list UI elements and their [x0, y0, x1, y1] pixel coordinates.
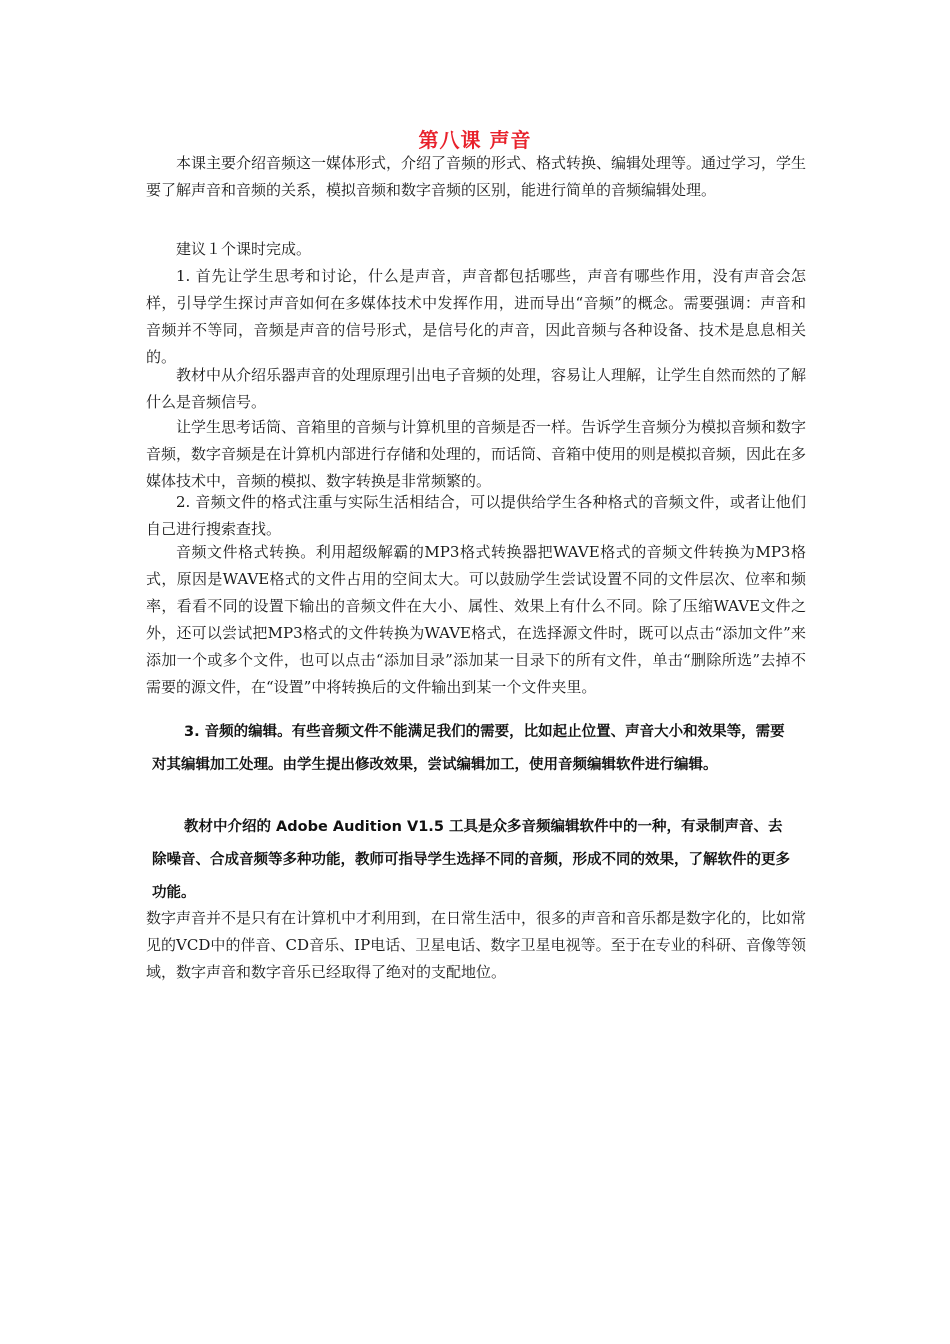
section-2-paragraph: 2. 音频文件的格式注重与实际生活相结合，可以提供给学生各种格式的音频文件，或者让他们自己进行搜索查找。	[146, 493, 806, 538]
section-3-paragraph: 3. 音频的编辑。有些音频文件不能满足我们的需要，比如起止位置、声音大小和效果等，需要对其编辑加工处理。由学生提出修改效果，尝试编辑加工，使用音频编辑软件进行编辑。	[152, 724, 785, 773]
closing-paragraph: 数字声音并不是只有在计算机中才利用到，在日常生活中，很多的声音和音乐都是数字化的，比如常见的VCD中的伴音、CD音乐、IP电话、卫星电话、数字卫星电视等。至于在专业的科研、音像等领域，数字声音和数字音乐已经取得了绝对的支配地位。	[146, 909, 807, 981]
section-1-paragraph: 1. 首先让学生思考和讨论，什么是声音，声音都包括哪些，声音有哪些作用，没有声音会怎样，引导学生探讨声音如何在多媒体技术中发挥作用，进而导出“音频”的概念。需要强调：声音和音频并不等同，音频是声音的信号形式，是信号化的声音，因此音频与各种设备、技术是息息相关的。	[146, 267, 806, 366]
analog-digital-paragraph: 让学生思考话筒、音箱里的音频与计算机里的音频是否一样。告诉学生音频分为模拟音频和数字音频，数字音频是在计算机内部进行存储和处理的，而话筒、音箱中使用的则是模拟音频，因此在多媒体技术中，音频的模拟、数字转换是非常频繁的。	[146, 418, 807, 490]
intro-paragraph: 本课主要介绍音频这一媒体形式，介绍了音频的形式、格式转换、编辑处理等。通过学习，学生要了解声音和音频的关系，模拟音频和数字音频的区别，能进行简单的音频编辑处理。	[146, 154, 807, 199]
audition-paragraph: 教材中介绍的 Adobe Audition V1.5 工具是众多音频编辑软件中的一种，有录制声音、去除噪音、合成音频等多种功能，教师可指导学生选择不同的音频，形成不同的效果，了解软件的更多功能。	[152, 819, 790, 901]
instrument-paragraph: 教材中从介绍乐器声音的处理原理引出电子音频的处理，容易让人理解，让学生自然而然的了解什么是音频信号。	[146, 366, 807, 411]
format-conversion-paragraph: 音频文件格式转换。利用超级解霸的MP3格式转换器把WAVE格式的音频文件转换为MP3格式，原因是WAVE格式的文件占用的空间太大。可以鼓励学生尝试设置不同的文件层次、位率和频率，看看不同的设置下输出的音频文件在大小、属性、效果上有什么不同。除了压缩WAVE文件之外，还可以尝试把MP3格式的文件转换为WAVE格式，在选择源文件时，既可以点击“添加文件”来添加一个或多个文件，也可以点击“添加目录”添加某一目录下的所有文件，单击“删除所选”去掉不需要的源文件，在“设置”中将转换后的文件输出到某一个文件夹里。	[146, 543, 806, 696]
class-hours-paragraph: 建议１个课时完成。	[176, 240, 312, 258]
page-title: 第八课 声音	[418, 128, 532, 152]
